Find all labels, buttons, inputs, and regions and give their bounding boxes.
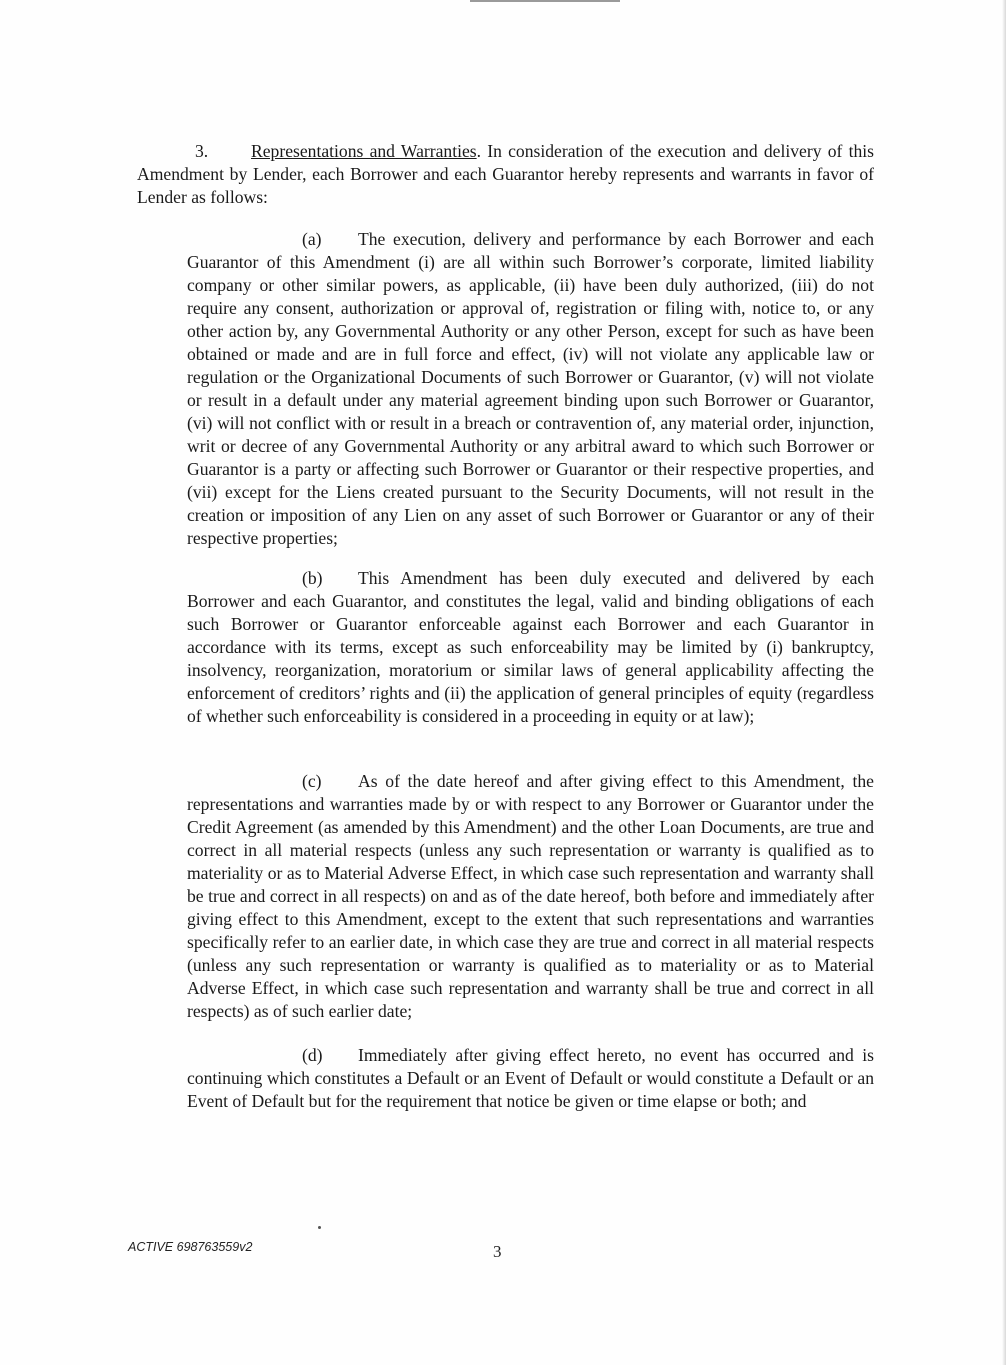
- subsection-c: [187, 770, 874, 1023]
- subsection-d: [187, 1044, 874, 1113]
- scan-speck: [318, 1226, 321, 1229]
- subsection-c-text: As of the date hereof and after giving effect to this Amendment, the representations and warranties made by or with respect to any Borrower or Guarantor under the Credit Agreement (as amended by this Amendment) and the other Loan Documents, are true and correct in all material respects (unless any such representation or warranty is qualified as to materiality or as to Material Adverse Effect, in which case such representation and warranty shall be true and correct in all respects) on and as of the date hereof, both before and immediately after giving effect to this Amendment, except to the extent that such representations and warranties specifically refer to an earlier date, in which case they are true and correct in all material respects (unless any such representation or warranty is qualified as to materiality or as to Material Adverse Effect, in which case such representation and warranty shall be true and correct in all respects) as of such earlier date;: [187, 771, 874, 1021]
- document-id: ACTIVE 698763559v2: [128, 1240, 253, 1254]
- scan-mark: [470, 0, 620, 2]
- subsection-c-label: (c): [302, 771, 322, 791]
- section-number: 3.: [195, 141, 209, 161]
- subsection-a: [187, 228, 874, 550]
- subsection-a-label: (a): [302, 229, 322, 249]
- subsection-d-text: Immediately after giving effect hereto, no event has occurred and is continuing which constitutes a Default or an Event of Default or would constitute a Default or an Event of Default but for the requirement that notice be given or time elapse or both; and: [187, 1045, 874, 1111]
- page-number: 3: [493, 1242, 502, 1261]
- subsection-b-label: (b): [302, 568, 323, 588]
- subsection-a-text: The execution, delivery and performance by each Borrower and each Guarantor of this Amendment (i) are all within such Borrower’s corporate, limited liability company or other similar powers, as applicable, (ii) have been duly authorized, (iii) do not require any consent, authorization or approval of, registration or filing with, notice to, or any other action by, any Governmental Authority or any other Person, except for such as have been obtained or made and are in full force and effect, (iv) will not violate any applicable law or regulation or the Organizational Documents of such Borrower or Guarantor, (v) will not violate or result in a default under any material agreement binding upon such Borrower or Guarantor, (vi) will not conflict with or result in a breach or contravention of, any material order, injunction, writ or decree of any Governmental Authority or any arbitral award to which such Borrower or Guarantor is a party or affecting such Borrower or Guarantor or their respective properties, and (vii) except for the Liens created pursuant to the Security Documents, will not result in the creation or imposition of any Lien on any asset of such Borrower or Guarantor or any of their respective properties;: [187, 229, 874, 548]
- subsection-b-text: This Amendment has been duly executed and delivered by each Borrower and each Guarantor, and constitutes the legal, valid and binding obligations of each such Borrower or Guarantor enforceable against each Borrower and each Guarantor in accordance with its terms, except as such enforceability may be limited by (i) bankruptcy, insolvency, reorganization, moratorium or similar laws of general applicability affecting the enforcement of creditors’ rights and (ii) the application of general principles of equity (regardless of whether such enforceability is considered in a proceeding in equity or at law);: [187, 568, 874, 726]
- section-3-paragraph: [137, 140, 874, 209]
- section-intro: . In consideration of the execution and delivery of this Amendment by Lender, each Borrower and each Guarantor hereby represents and warrants in favor of Lender as follows:: [137, 141, 874, 207]
- subsection-b: [187, 567, 874, 728]
- section-heading: Representations and Warranties: [251, 141, 477, 161]
- subsection-d-label: (d): [302, 1045, 323, 1065]
- scan-edge: [1002, 0, 1006, 1365]
